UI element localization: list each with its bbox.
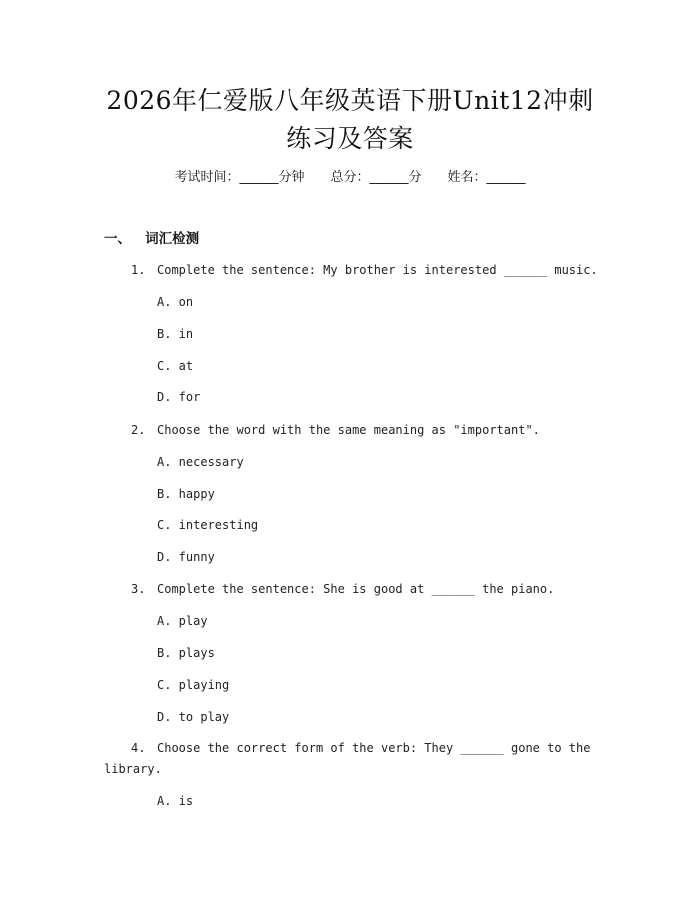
question-number: 1. (131, 263, 146, 277)
title-line-2: 练习及答案 (286, 124, 414, 153)
option-d: D. to play (157, 710, 230, 724)
option-a: A. on (157, 295, 194, 309)
total-score: 总分：______分 (330, 170, 422, 185)
option-a: A. is (157, 794, 194, 808)
question-number: 4. (131, 741, 146, 755)
option-a: A. play (157, 614, 208, 628)
section-title: 词汇检测 (145, 231, 200, 247)
question-text: Choose the word with the same meaning as "important". (157, 423, 540, 437)
question-text-continued: library. (104, 762, 162, 776)
document-title (0, 82, 700, 158)
option-a: A. necessary (157, 455, 244, 469)
section-heading (104, 229, 199, 249)
option-b: B. plays (157, 646, 215, 660)
question-text: Choose the correct form of the verb: They ______ gone to the (157, 741, 591, 755)
option-b: B. in (157, 327, 194, 341)
option-d: D. funny (157, 550, 215, 564)
option-c: C. playing (157, 678, 230, 692)
title-line-1: 2026年仁爱版八年级英语下册Unit12冲刺 (106, 86, 594, 115)
option-d: D. for (157, 390, 201, 404)
option-c: C. interesting (157, 518, 259, 532)
option-b: B. happy (157, 487, 215, 501)
option-c: C. at (157, 359, 194, 373)
question-text: Complete the sentence: She is good at ______ the piano. (157, 582, 555, 596)
question-number: 2. (131, 423, 146, 437)
question-text: Complete the sentence: My brother is interested ______ music. (157, 263, 598, 277)
exam-info (0, 169, 700, 187)
exam-time: 考试时间：______分钟 (174, 170, 305, 185)
question-number: 3. (131, 582, 146, 596)
student-name: 姓名：______ (447, 170, 526, 185)
section-number: 一、 (104, 231, 131, 247)
